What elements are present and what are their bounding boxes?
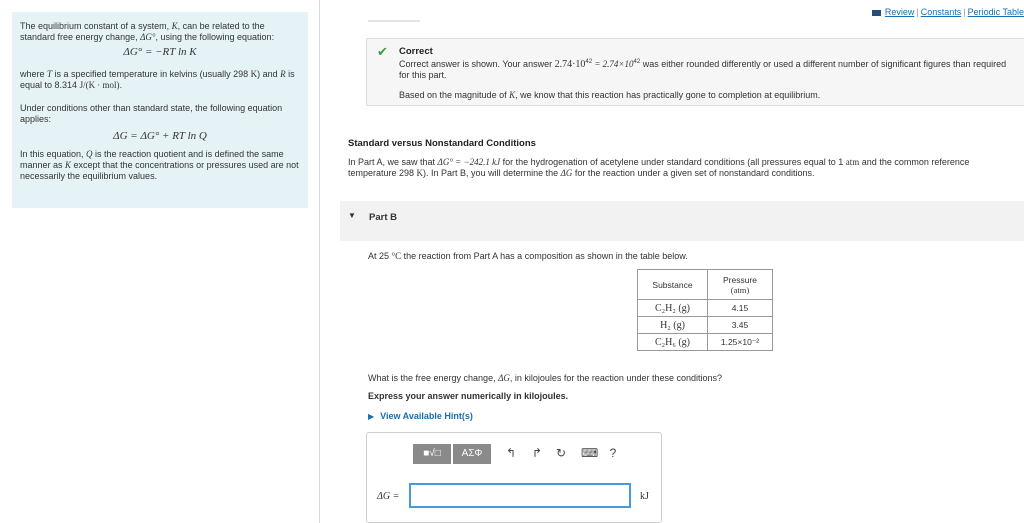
checkmark-icon: ✔ (377, 44, 388, 59)
view-hints-link[interactable]: ▶ View Available Hint(s) (368, 411, 473, 421)
question-text: What is the free energy change, ΔG, in kilojoules for the reaction under these conditions? (368, 373, 723, 383)
variables-paragraph: where T is a specified temperature in kelvins (usually 298 K) and R is equal to 8.314 J/(K · mol). (20, 69, 295, 90)
feedback-box (366, 38, 1024, 106)
table-header-pressure: Pressure (atm) (708, 270, 773, 300)
composition-table (637, 269, 773, 351)
table-row: H₂ (g) 3.45 (638, 317, 773, 334)
greek-symbols-button[interactable]: ΑΣΦ (453, 444, 491, 464)
table-header-substance: Substance (638, 270, 708, 300)
part-b-label: Part B (369, 212, 397, 223)
feedback-message: Correct answer is shown. Your answer $2.74\cdot 10^{42} = 2.74\times 10^{42}$ was either rounded differently or used a different number of significant figures than required for this part. (399, 59, 1007, 80)
section-title: Standard versus Nonstandard Conditions (348, 138, 536, 149)
table-row: C₂H₂ (g) 4.15 (638, 300, 773, 317)
feedback-title: Correct (399, 46, 433, 57)
intro-paragraph: The equilibrium constant of a system, K, can be related to the standard free energy change, ΔG°, using the following equation: (20, 21, 275, 42)
collapse-arrow-icon[interactable]: ▼ (348, 211, 356, 220)
equation-nonstandard: ΔG = ΔG° + RT ln Q (113, 130, 207, 142)
expand-arrow-icon: ▶ (368, 412, 375, 421)
part-b-header[interactable] (340, 201, 1024, 241)
answer-unit: kJ (640, 491, 649, 502)
redo-icon[interactable]: ↱ (531, 446, 543, 460)
keyboard-icon[interactable]: ⌨ (581, 446, 599, 460)
constants-link[interactable]: Constants (920, 7, 962, 17)
nonstandard-paragraph: Under conditions other than standard state, the following equation applies: (20, 103, 283, 124)
help-icon[interactable]: ? (609, 446, 617, 460)
reset-icon[interactable]: ↻ (555, 446, 567, 460)
section-text: In Part A, we saw that ΔG° = −242.1 kJ for the hydrogenation of acetylene under standard conditions (all pressures equal to 1 atm and the common reference temperature 298 K). In Part B, you will determine the ΔG for the reaction under a given set of nonstandard conditions. (348, 157, 970, 178)
answer-instruction: Express your answer numerically in kilojoules. (368, 391, 569, 401)
book-icon (872, 10, 881, 16)
progress-strip (368, 20, 420, 22)
periodic-table-link[interactable]: Periodic Table (967, 7, 1024, 17)
undo-icon[interactable]: ↰ (505, 446, 517, 460)
answer-label: ΔG = (377, 491, 400, 502)
answer-box (366, 432, 662, 523)
quotient-paragraph: In this equation, Q is the reaction quotient and is defined the same manner as K except that the concentrations or pressures used are not necessarily the equilibrium values. (20, 149, 299, 181)
info-panel (12, 12, 308, 208)
equation-standard: ΔG° = −RT ln K (123, 46, 197, 58)
panel-divider (319, 0, 320, 523)
answer-input[interactable] (409, 483, 631, 508)
feedback-explanation: Based on the magnitude of K, we know that this reaction has practically gone to completion at equilibrium. (399, 90, 821, 100)
table-row: C₂H₆ (g) 1.25×10⁻² (638, 334, 773, 351)
review-link[interactable]: Review (884, 7, 915, 17)
top-links: Review | Constants | Periodic Table (872, 7, 1024, 17)
templates-button[interactable]: ■√□ (413, 444, 451, 464)
part-b-intro: At 25 °C the reaction from Part A has a composition as shown in the table below. (368, 251, 688, 261)
